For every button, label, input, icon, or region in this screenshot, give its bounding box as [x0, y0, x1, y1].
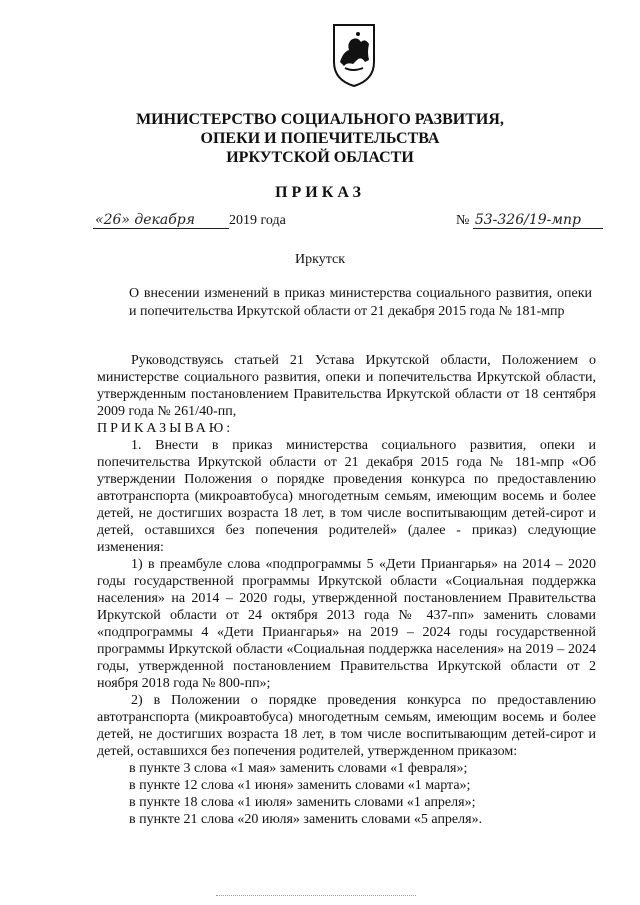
list-item: в пункте 21 слова «20 июля» заменить словами «5 апреля». [129, 812, 483, 827]
footer-divider [216, 895, 416, 897]
document-date [93, 212, 286, 229]
document-city: Иркутск [294, 252, 346, 267]
preamble-paragraph: Руководствуясь статьей 21 Устава Иркутской области, Положением о министерстве социального развития, опеки и попечительства Иркутской области, утвержденным постановлением Правительства Иркутской области от 18 сентября 2009 года № 261/40-пп, [97, 353, 596, 419]
document-body [97, 352, 596, 828]
date-year: 2019 года [229, 213, 286, 228]
number-prefix: № [456, 213, 470, 228]
document-type: ПРИКАЗ [275, 184, 365, 201]
list-item: в пункте 3 слова «1 мая» заменить словами «1 февраля»; [129, 761, 468, 776]
handwritten-date: «26» декабря [93, 212, 229, 229]
document-number [456, 212, 603, 229]
subpoint-2-paragraph: 2) в Положении о порядке проведения конкурса по предоставлению автотранспорта (микроавтобуса) многодетным семьям, имеющим восемь и более детей, не достигших возраста 18 лет, в том числе воспитывающим детей-сирот и детей, оставшихся без попечения родителей, утвержденном приказом: [97, 693, 596, 759]
ministry-line: ИРКУТСКОЙ ОБЛАСТИ [226, 149, 414, 166]
handwritten-number: 53-326/19-мпр [473, 212, 603, 229]
list-item: в пункте 12 слова «1 июня» заменить словами «1 марта»; [129, 778, 471, 793]
point-1-paragraph: 1. Внести в приказ министерства социального развития, опеки и попечительства Иркутской области от 21 декабря 2015 года № 181-мпр «Об утверждении Положения о порядке проведения конкурса по предоставлению автотранспорта (микроавтобуса) многодетным семьям, имеющим восемь и более детей, не достигших возраста 18 лет, в том числе воспитывающим детей-сирот и детей, оставшихся без попечения родителей» (далее - приказ) следующие изменения: [97, 438, 596, 555]
ministry-name [0, 110, 640, 167]
ministry-line: ОПЕКИ И ПОПЕЧИТЕЛЬСТВА [200, 130, 440, 147]
list-item: в пункте 18 слова «1 июля» заменить словами «1 апреля»; [129, 795, 476, 810]
subpoint-1-paragraph: 1) в преамбуле слова «подпрограммы 5 «Дети Приангарья» на 2014 – 2020 годы государственной программы Иркутской области «Социальная поддержка населения» на 2014 – 2020 годы, утвержденной постановлением Правительства Иркутской области от 24 октября 2013 года № 437-пп» заменить словами «подпрограммы 4 «Дети Приангарья» на 2019 – 2024 годы государственной программы Иркутской области «Социальная поддержка населения» на 2019 – 2024 годы, утвержденной постановлением Правительства Иркутской области от 2 ноября 2018 года № 800-пп»; [97, 557, 596, 691]
order-word: ПРИКАЗЫВАЮ: [97, 421, 234, 436]
ministry-line: МИНИСТЕРСТВО СОЦИАЛЬНОГО РАЗВИТИЯ, [136, 111, 504, 128]
coat-of-arms-icon [331, 22, 377, 88]
document-subject: О внесении изменений в приказ министерства социального развития, опеки и попечительства Иркутской области от 21 декабря 2015 года № 181-мпр [129, 286, 592, 319]
